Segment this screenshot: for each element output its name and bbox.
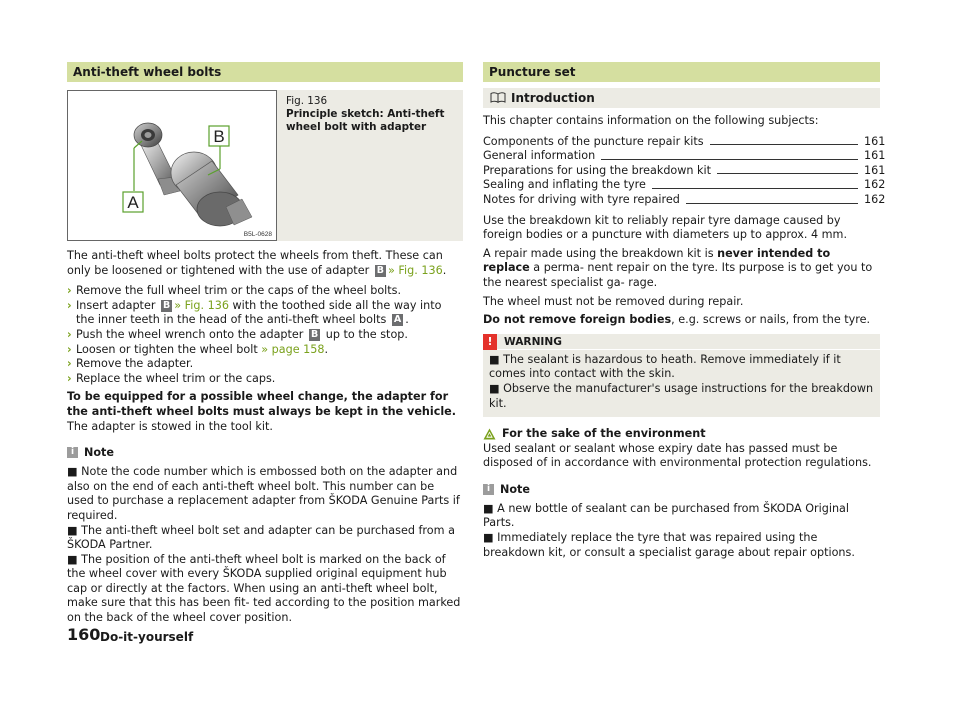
warning-heading bbox=[483, 334, 880, 350]
figure-link[interactable]: » Fig. 136 bbox=[174, 298, 229, 312]
note-list bbox=[67, 465, 463, 626]
bolt-shape bbox=[134, 123, 180, 195]
paragraph-repair-note: A repair made using the breakdown kit is never intended to replace a perma- nent repair on the tyre. Its purpose is to get you to the nearest specialist ga- rage. bbox=[483, 246, 873, 289]
figure-caption-text: Principle sketch: Anti-theft wheel bolt with adapter bbox=[286, 108, 445, 133]
figure-136 bbox=[67, 90, 463, 241]
toc-item[interactable]: Sealing and inflating the tyre 162 bbox=[483, 178, 886, 192]
toc-item[interactable]: General information 161 bbox=[483, 149, 886, 163]
environment-text: Used sealant or sealant whose expiry date has passed must be disposed of in accordance with environmental protection regulations. bbox=[483, 441, 872, 470]
note-item: ■ The position of the anti-theft wheel bolt is marked on the back of the wheel cover with every ŠKODA supplied original equipment hub cap or directly at the factors. When using an anti-theft wheel bolt, make sure that this has been fit- ted according to the position marked on the back of the wheel cover position. bbox=[67, 552, 461, 625]
step-3: › Push the wheel wrench onto the adapter B up to the stop. bbox=[67, 327, 408, 341]
step-2: › Insert adapter B » Fig. 136 with the toothed side all the way into the inner teeth in the head of the anti-theft wheel bolts A . bbox=[67, 298, 442, 327]
tag-b: B bbox=[163, 299, 171, 311]
book-icon bbox=[490, 92, 506, 103]
paragraph-foreign-bodies: Do not remove foreign bodies, e.g. screws or nails, from the tyre. bbox=[483, 313, 871, 327]
warning-icon: ! bbox=[483, 334, 497, 350]
warning-box bbox=[483, 334, 880, 417]
info-icon: i bbox=[483, 484, 494, 495]
tag-b: B bbox=[310, 328, 319, 340]
toc-item[interactable]: Notes for driving with tyre repaired 162 bbox=[483, 192, 886, 206]
note-item: ■ A new bottle of sealant can be purchased from ŠKODA Original Parts. bbox=[483, 501, 850, 530]
step-1: › Remove the full wheel trim or the caps of the wheel bolts. bbox=[67, 284, 402, 298]
note-item: ■ Immediately replace the tyre that was repaired using the breakdown kit, or consult a specialist garage about repair options. bbox=[483, 531, 855, 559]
steps-list bbox=[67, 284, 463, 386]
callout-label-b: B bbox=[213, 127, 225, 146]
page-link[interactable]: » page 158 bbox=[261, 342, 325, 356]
toc-item[interactable]: Components of the puncture repair kits 161 bbox=[483, 134, 886, 148]
step-5: › Remove the adapter. bbox=[67, 357, 194, 371]
intro-paragraph: The anti-theft wheel bolts protect the wheels from theft. These can only be loosened or tightened with the use of adapter B » Fig. 136. bbox=[67, 249, 447, 277]
figure-code: B5L-0628 bbox=[243, 231, 272, 238]
bolt-adapter-illustration bbox=[68, 91, 276, 240]
step-arrow-icon: › bbox=[67, 357, 72, 371]
chapter-title: Do-it-yourself bbox=[100, 630, 194, 644]
page-number: 160 bbox=[67, 625, 101, 644]
figure-number: Fig. 136 bbox=[286, 95, 328, 107]
introduction-heading: Introduction bbox=[483, 88, 880, 108]
note-heading: i Note bbox=[67, 446, 463, 461]
paragraph-breakdown-kit: Use the breakdown kit to reliably repair tyre damage caused by foreign bodies or a puncture with diameters up to approx. 4 mm. bbox=[483, 213, 848, 242]
paragraph-wheel: The wheel must not be removed during repair. bbox=[483, 294, 744, 308]
step-arrow-icon: › bbox=[67, 342, 72, 356]
step-arrow-icon: › bbox=[67, 327, 72, 341]
adapter-shape bbox=[171, 152, 252, 226]
left-column bbox=[67, 62, 463, 626]
figure-link[interactable]: » Fig. 136 bbox=[388, 263, 443, 277]
step-6: › Replace the wheel trim or the caps. bbox=[67, 371, 276, 385]
note-item: ■ Note the code number which is embossed both on the adapter and also on the end of each anti-theft wheel bolt. This number can be used to purchase a replacement adapter from ŠKODA Genuine Parts if required. bbox=[67, 465, 460, 522]
step-arrow-icon: › bbox=[67, 371, 72, 385]
figure-caption bbox=[286, 95, 456, 134]
info-icon: i bbox=[67, 447, 78, 458]
tag-a: A bbox=[393, 314, 402, 326]
warning-item: ■ The sealant is hazardous to heath. Remove immediately if it comes into contact with the skin. bbox=[489, 352, 841, 381]
section-title-anti-theft: Anti-theft wheel bolts bbox=[67, 62, 463, 82]
step-4: › Loosen or tighten the wheel bolt » page 158. bbox=[67, 342, 329, 356]
warning-item: ■ Observe the manufacturer's usage instructions for the breakdown kit. bbox=[489, 381, 874, 410]
figure-image bbox=[67, 90, 277, 241]
toc-intro: This chapter contains information on the following subjects: bbox=[483, 114, 819, 127]
note-item: ■ The anti-theft wheel bolt set and adapter can be purchased from a ŠKODA Partner. bbox=[67, 523, 455, 552]
important-paragraph: To be equipped for a possible wheel change, the adapter for the anti-theft wheel bolts must always be kept in the vehicle. The adapter is stowed in the tool kit. bbox=[67, 390, 457, 433]
section-title-puncture-set: Puncture set bbox=[483, 62, 880, 82]
warning-title: WARNING bbox=[504, 335, 562, 348]
step-arrow-icon: › bbox=[67, 298, 72, 312]
environment-heading: For the sake of the environment bbox=[483, 427, 880, 442]
note-list bbox=[483, 502, 880, 560]
tag-b: B bbox=[376, 264, 384, 276]
toc-item[interactable]: Preparations for using the breakdown kit 161 bbox=[483, 163, 886, 177]
recycle-icon bbox=[483, 428, 496, 440]
toc-list bbox=[483, 134, 886, 208]
note-heading: i Note bbox=[483, 483, 880, 498]
right-column bbox=[483, 62, 886, 560]
step-arrow-icon: › bbox=[67, 284, 72, 298]
callout-label-a: A bbox=[127, 193, 139, 212]
